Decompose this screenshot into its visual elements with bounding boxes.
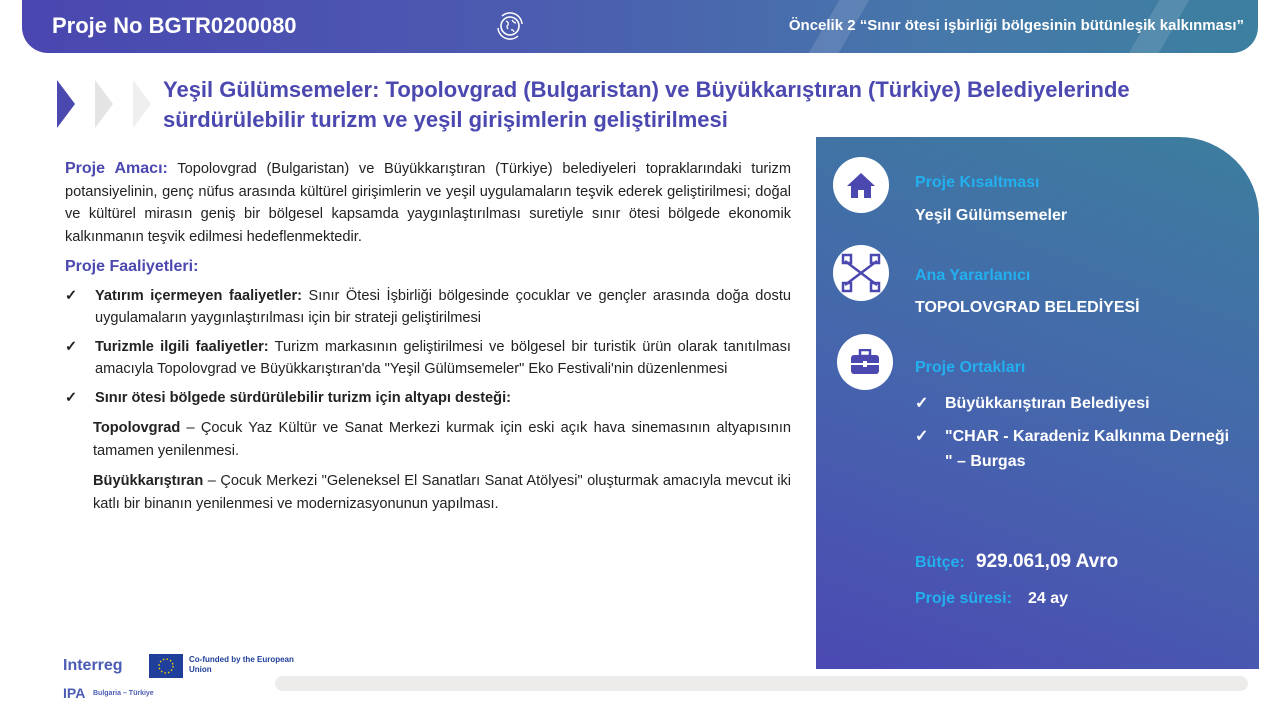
- acronym-value: Yeşil Gülümsemeler: [915, 207, 1068, 224]
- chevron-arrows-icon: [57, 80, 157, 128]
- partners-label: Proje Ortakları: [915, 359, 1026, 376]
- partner-item: [915, 424, 1235, 474]
- activity-item: [0, 285, 791, 330]
- activity-item: [0, 387, 791, 410]
- sub-activity-text: – Çocuk Yaz Kültür ve Sanat Merkezi kurmak için eski açık hava sinemasının altyapısının tamamen yenilenmesi.: [93, 420, 791, 459]
- activity-text: Sınır Ötesi İşbirliği bölgesinde çocuklar ve gençler arasında doğa dostu uygulamaların yaygınlaştırılması için bir strateji geliştirilmesi: [95, 287, 792, 326]
- footer-bar: [275, 676, 1248, 691]
- aim-label: Proje Amacı:: [65, 160, 168, 177]
- project-number: Proje No BGTR0200080: [52, 13, 297, 38]
- activities-label: Proje Faaliyetleri:: [65, 258, 199, 275]
- project-description: [65, 158, 791, 515]
- check-icon: ✓: [65, 389, 78, 406]
- info-panel: [816, 137, 1259, 669]
- priority-text: Öncelik 2 “Sınır ötesi işbirliği bölgesinin bütünleşik kalkınması”: [788, 17, 1244, 34]
- home-icon: [833, 157, 889, 213]
- check-icon: ✓: [915, 395, 929, 412]
- activity-title: Turizmle ilgili faaliyetler:: [95, 338, 269, 355]
- check-icon: ✓: [915, 428, 929, 445]
- activity-item: [0, 336, 791, 381]
- partner-name: "CHAR - Karadeniz Kalkınma Derneği " – Burgas: [945, 428, 1230, 470]
- budget-label: Bütçe:: [915, 554, 965, 571]
- partner-item: [915, 391, 1235, 416]
- duration-value: 24 ay: [1028, 590, 1069, 607]
- lead-value: TOPOLOVGRAD BELEDİYESİ: [915, 299, 1140, 316]
- acronym-label: Proje Kısaltması: [915, 174, 1040, 191]
- sub-activity: [65, 470, 791, 515]
- eu-flag-icon: [149, 654, 183, 678]
- check-icon: ✓: [65, 287, 78, 304]
- partner-name: Büyükkarıştıran Belediyesi: [945, 395, 1150, 412]
- sub-activity-title: Büyükkarıştıran: [93, 473, 204, 489]
- duration-label: Proje süresi:: [915, 590, 1012, 607]
- page-title: Yeşil Gülümsemeler: Topolovgrad (Bulgaristan) ve Büyükkarıştıran (Türkiye) Belediyelerinde sürdürülebilir turizm ve yeşil girişimlerin geliştirilmesi: [163, 77, 1130, 132]
- activity-title: Yatırım içermeyen faaliyetler:: [95, 287, 302, 304]
- lead-label: Ana Yararlanıcı: [915, 267, 1031, 284]
- interreg-text: Interreg: [63, 657, 123, 674]
- region-text: Bulgaria – Türkiye: [93, 690, 154, 697]
- aim-text: Topolovgrad (Bulgaristan) ve Büyükkarıştıran (Türkiye) belediyeleri topraklarındaki turizm potansiyelinin, genç nüfus arasında kültürel girişimlerin ve yeşil uygulamaların teşvik ederek geliştirilmesi; doğal ve kültürel mirasın geniş bir bölgesel kapsamda yaygınlaştırılması suretiyle sınır ötesi bölgede ekonomik kalkınmanın teşvik edilmesi hedeflenmektedir.: [65, 161, 791, 245]
- sub-activity-title: Topolovgrad: [93, 420, 181, 436]
- sub-activity: [65, 417, 791, 462]
- header-bar: [22, 0, 1258, 53]
- ipa-text: IPA: [63, 685, 86, 701]
- activity-title: Sınır ötesi bölgede sürdürülebilir turizm için altyapı desteği:: [95, 389, 511, 406]
- cofunded-text: Co-funded by the European Union: [189, 655, 294, 674]
- handshake-team-icon: [833, 245, 889, 301]
- globe-recycle-icon: [494, 10, 526, 42]
- budget-value: 929.061,09 Avro: [976, 551, 1119, 572]
- check-icon: ✓: [65, 338, 78, 355]
- briefcase-icon: [837, 334, 893, 390]
- activity-text: Turizm markasının geliştirilmesi ve bölgesel bir turistik ürün olarak tanıtılması amacıyla Topolovgrad ve Büyükkarıştıran'da "Yeşil Gülümsemeler" Eko Festivali'nin düzenlenmesi: [95, 338, 791, 377]
- sub-activity-text: – Çocuk Merkezi "Geleneksel El Sanatları Sanat Atölyesi" oluşturmak amacıyla mevcut iki katlı bir binanın yenilenmesi ve modernizasyonunun yapılması.: [93, 473, 791, 512]
